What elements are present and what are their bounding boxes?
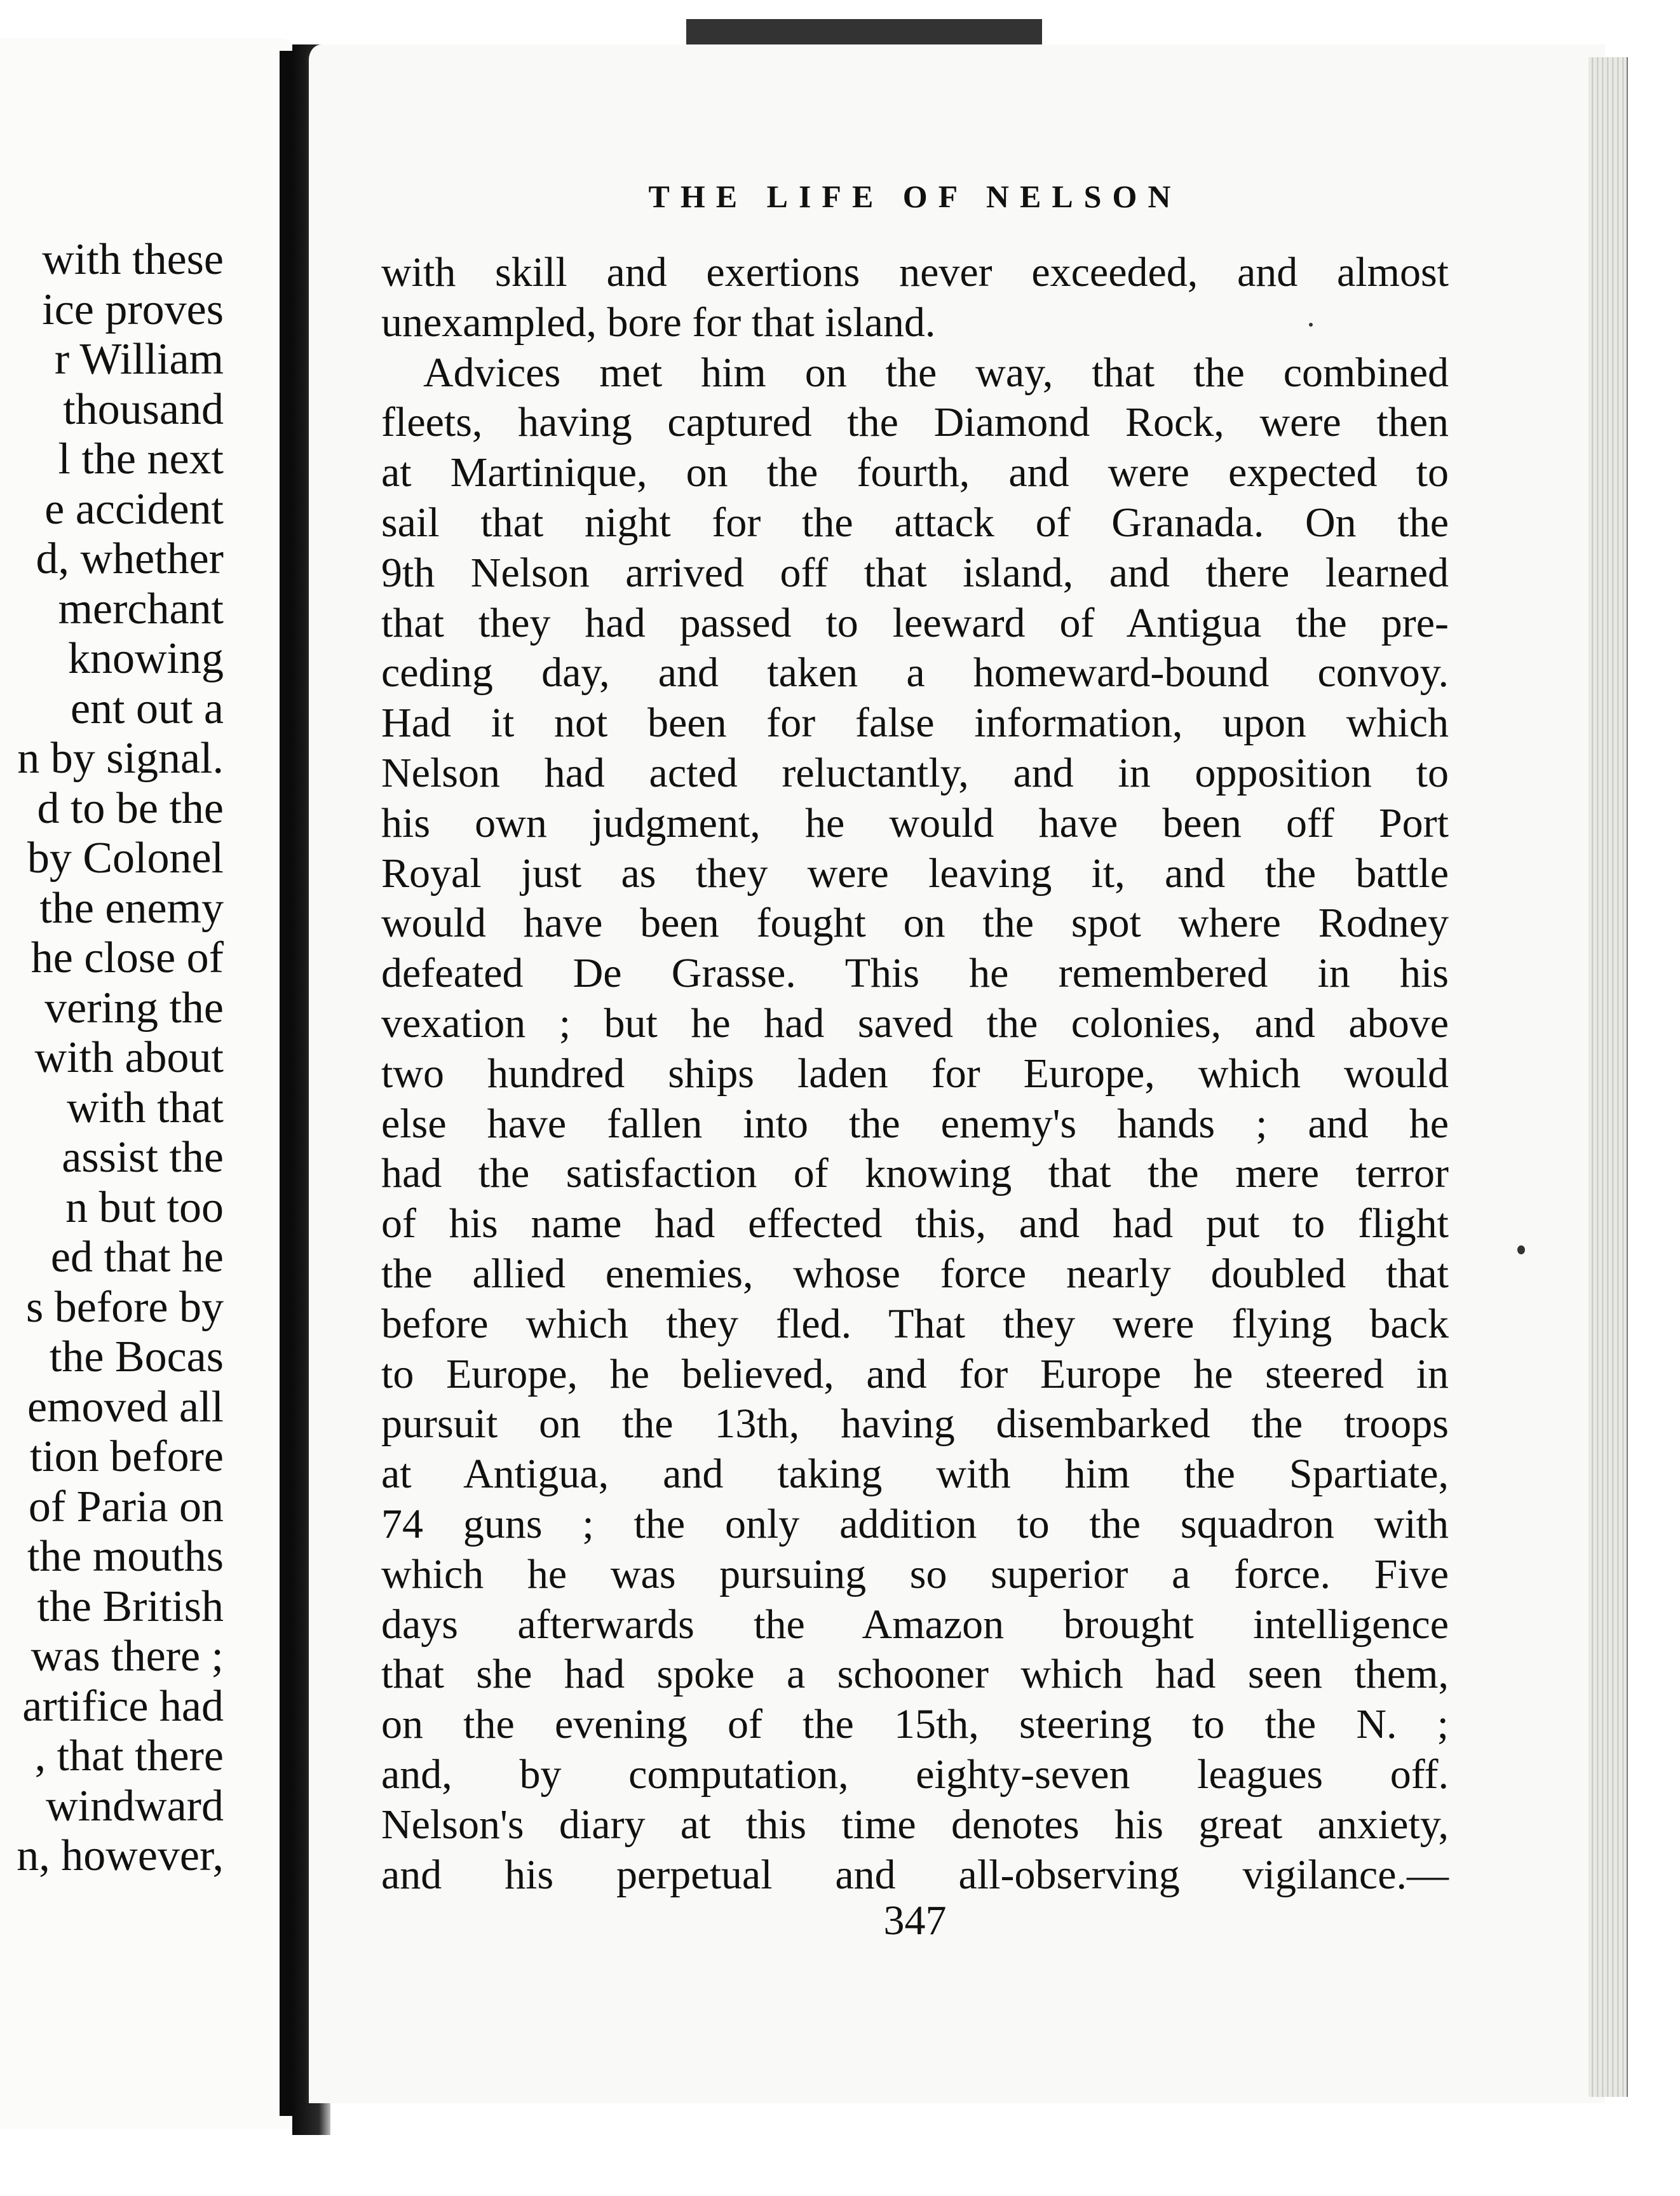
left-line: by Colonel xyxy=(27,834,224,883)
text-line: and his perpetual and all-observing vigilance.— xyxy=(381,1851,1449,1898)
page-edges xyxy=(1589,57,1628,2097)
text-line: had the satisfaction of knowing that the mere terror xyxy=(381,1150,1449,1197)
text-line: 74 guns ; the only addition to the squadron with xyxy=(381,1500,1449,1547)
text-line: that she had spoke a schooner which had seen them, xyxy=(381,1651,1449,1698)
left-line: emoved all xyxy=(27,1382,224,1432)
text-line: at Antigua, and taking with him the Spartiate, xyxy=(381,1451,1449,1498)
text-line: ceding day, and taken a homeward-bound convoy. xyxy=(381,649,1449,696)
scan-speck xyxy=(1309,323,1313,327)
left-line: the Bocas xyxy=(49,1332,224,1381)
text-line: that they had passed to leeward of Antigua the pre- xyxy=(381,599,1449,646)
text-line: fleets, having captured the Diamond Rock, were then xyxy=(381,399,1449,446)
left-line: vering the xyxy=(44,983,224,1033)
text-line: to Europe, he believed, and for Europe he steered in xyxy=(381,1350,1449,1397)
left-line: d, whether xyxy=(36,534,224,583)
text-line: at Martinique, on the fourth, and were expected to xyxy=(381,449,1449,496)
text-line: pursuit on the 13th, having disembarked the troops xyxy=(381,1400,1449,1447)
body-text xyxy=(381,248,1449,1900)
left-line: ice proves xyxy=(42,285,224,334)
left-line: tion before xyxy=(29,1432,224,1481)
text-line: days afterwards the Amazon brought intelligence xyxy=(381,1601,1449,1648)
left-line: the British xyxy=(37,1582,224,1631)
left-line: of Paria on xyxy=(28,1482,224,1531)
left-line: ed that he xyxy=(50,1233,224,1282)
left-line: with that xyxy=(67,1083,224,1132)
left-page-text xyxy=(0,235,224,1881)
left-line: thousand xyxy=(63,384,224,434)
left-line: d to be the xyxy=(37,783,224,833)
left-line: the enemy xyxy=(39,883,224,933)
scan-speck xyxy=(1517,1245,1525,1254)
scan-top-shadow xyxy=(686,19,1042,44)
left-line: with these xyxy=(42,235,224,284)
text-line: before which they fled. That they were flying back xyxy=(381,1300,1449,1347)
text-line: with skill and exertions never exceeded, and almost xyxy=(381,249,1449,295)
left-line: knowing xyxy=(68,634,224,683)
left-line: windward xyxy=(46,1781,224,1831)
left-line: with about xyxy=(34,1033,224,1082)
left-line: the mouths xyxy=(27,1532,224,1581)
text-line: his own judgment, he would have been off Port xyxy=(381,799,1449,846)
text-line: of his name had effected this, and had put to flight xyxy=(381,1200,1449,1247)
page-number: 347 xyxy=(883,1897,947,1944)
left-line: , that there xyxy=(34,1732,224,1780)
left-line: l the next xyxy=(58,435,224,484)
text-line: defeated De Grasse. This he remembered in his xyxy=(381,950,1449,997)
left-line: artifice had xyxy=(22,1681,224,1731)
text-line: Nelson's diary at this time denotes his great anxiety, xyxy=(381,1801,1449,1848)
left-line: assist the xyxy=(62,1133,224,1182)
text-line: vexation ; but he had saved the colonies, and above xyxy=(381,1000,1449,1047)
left-line: n, however, xyxy=(17,1831,224,1880)
text-line: Royal just as they were leaving it, and the battle xyxy=(381,850,1449,897)
left-line: e accident xyxy=(44,484,224,534)
text-line: and, by computation, eighty-seven leagues off. xyxy=(381,1751,1449,1798)
text-line: Nelson had acted reluctantly, and in opposition to xyxy=(381,749,1449,796)
text-line: unexampled, bore for that island. xyxy=(381,299,936,346)
left-line: n by signal. xyxy=(17,734,224,783)
text-line: two hundred ships laden for Europe, which would xyxy=(381,1050,1449,1097)
left-line: ent out a xyxy=(70,684,224,733)
left-line: was there ; xyxy=(30,1632,224,1681)
text-line: Had it not been for false information, upon which xyxy=(381,700,1449,747)
left-line: merchant xyxy=(58,584,224,634)
left-line: n but too xyxy=(65,1183,224,1232)
left-line: s before by xyxy=(25,1282,224,1332)
text-line: else have fallen into the enemy's hands ; and he xyxy=(381,1100,1449,1147)
running-head: THE LIFE OF NELSON xyxy=(648,179,1182,214)
text-line: which he was pursuing so superior a force. Five xyxy=(381,1550,1449,1597)
text-line: Advices met him on the way, that the combined xyxy=(423,349,1449,396)
text-line: on the evening of the 15th, steering to the N. ; xyxy=(381,1701,1449,1748)
left-page-fragment xyxy=(0,38,299,2129)
text-line: sail that night for the attack of Granada. On the xyxy=(381,499,1449,546)
text-line: would have been fought on the spot where Rodney xyxy=(381,900,1449,947)
text-line: 9th Nelson arrived off that island, and there learned xyxy=(381,549,1449,596)
text-line: the allied enemies, whose force nearly doubled that xyxy=(381,1250,1449,1297)
left-line: r William xyxy=(54,335,224,384)
left-line: he close of xyxy=(30,933,224,982)
